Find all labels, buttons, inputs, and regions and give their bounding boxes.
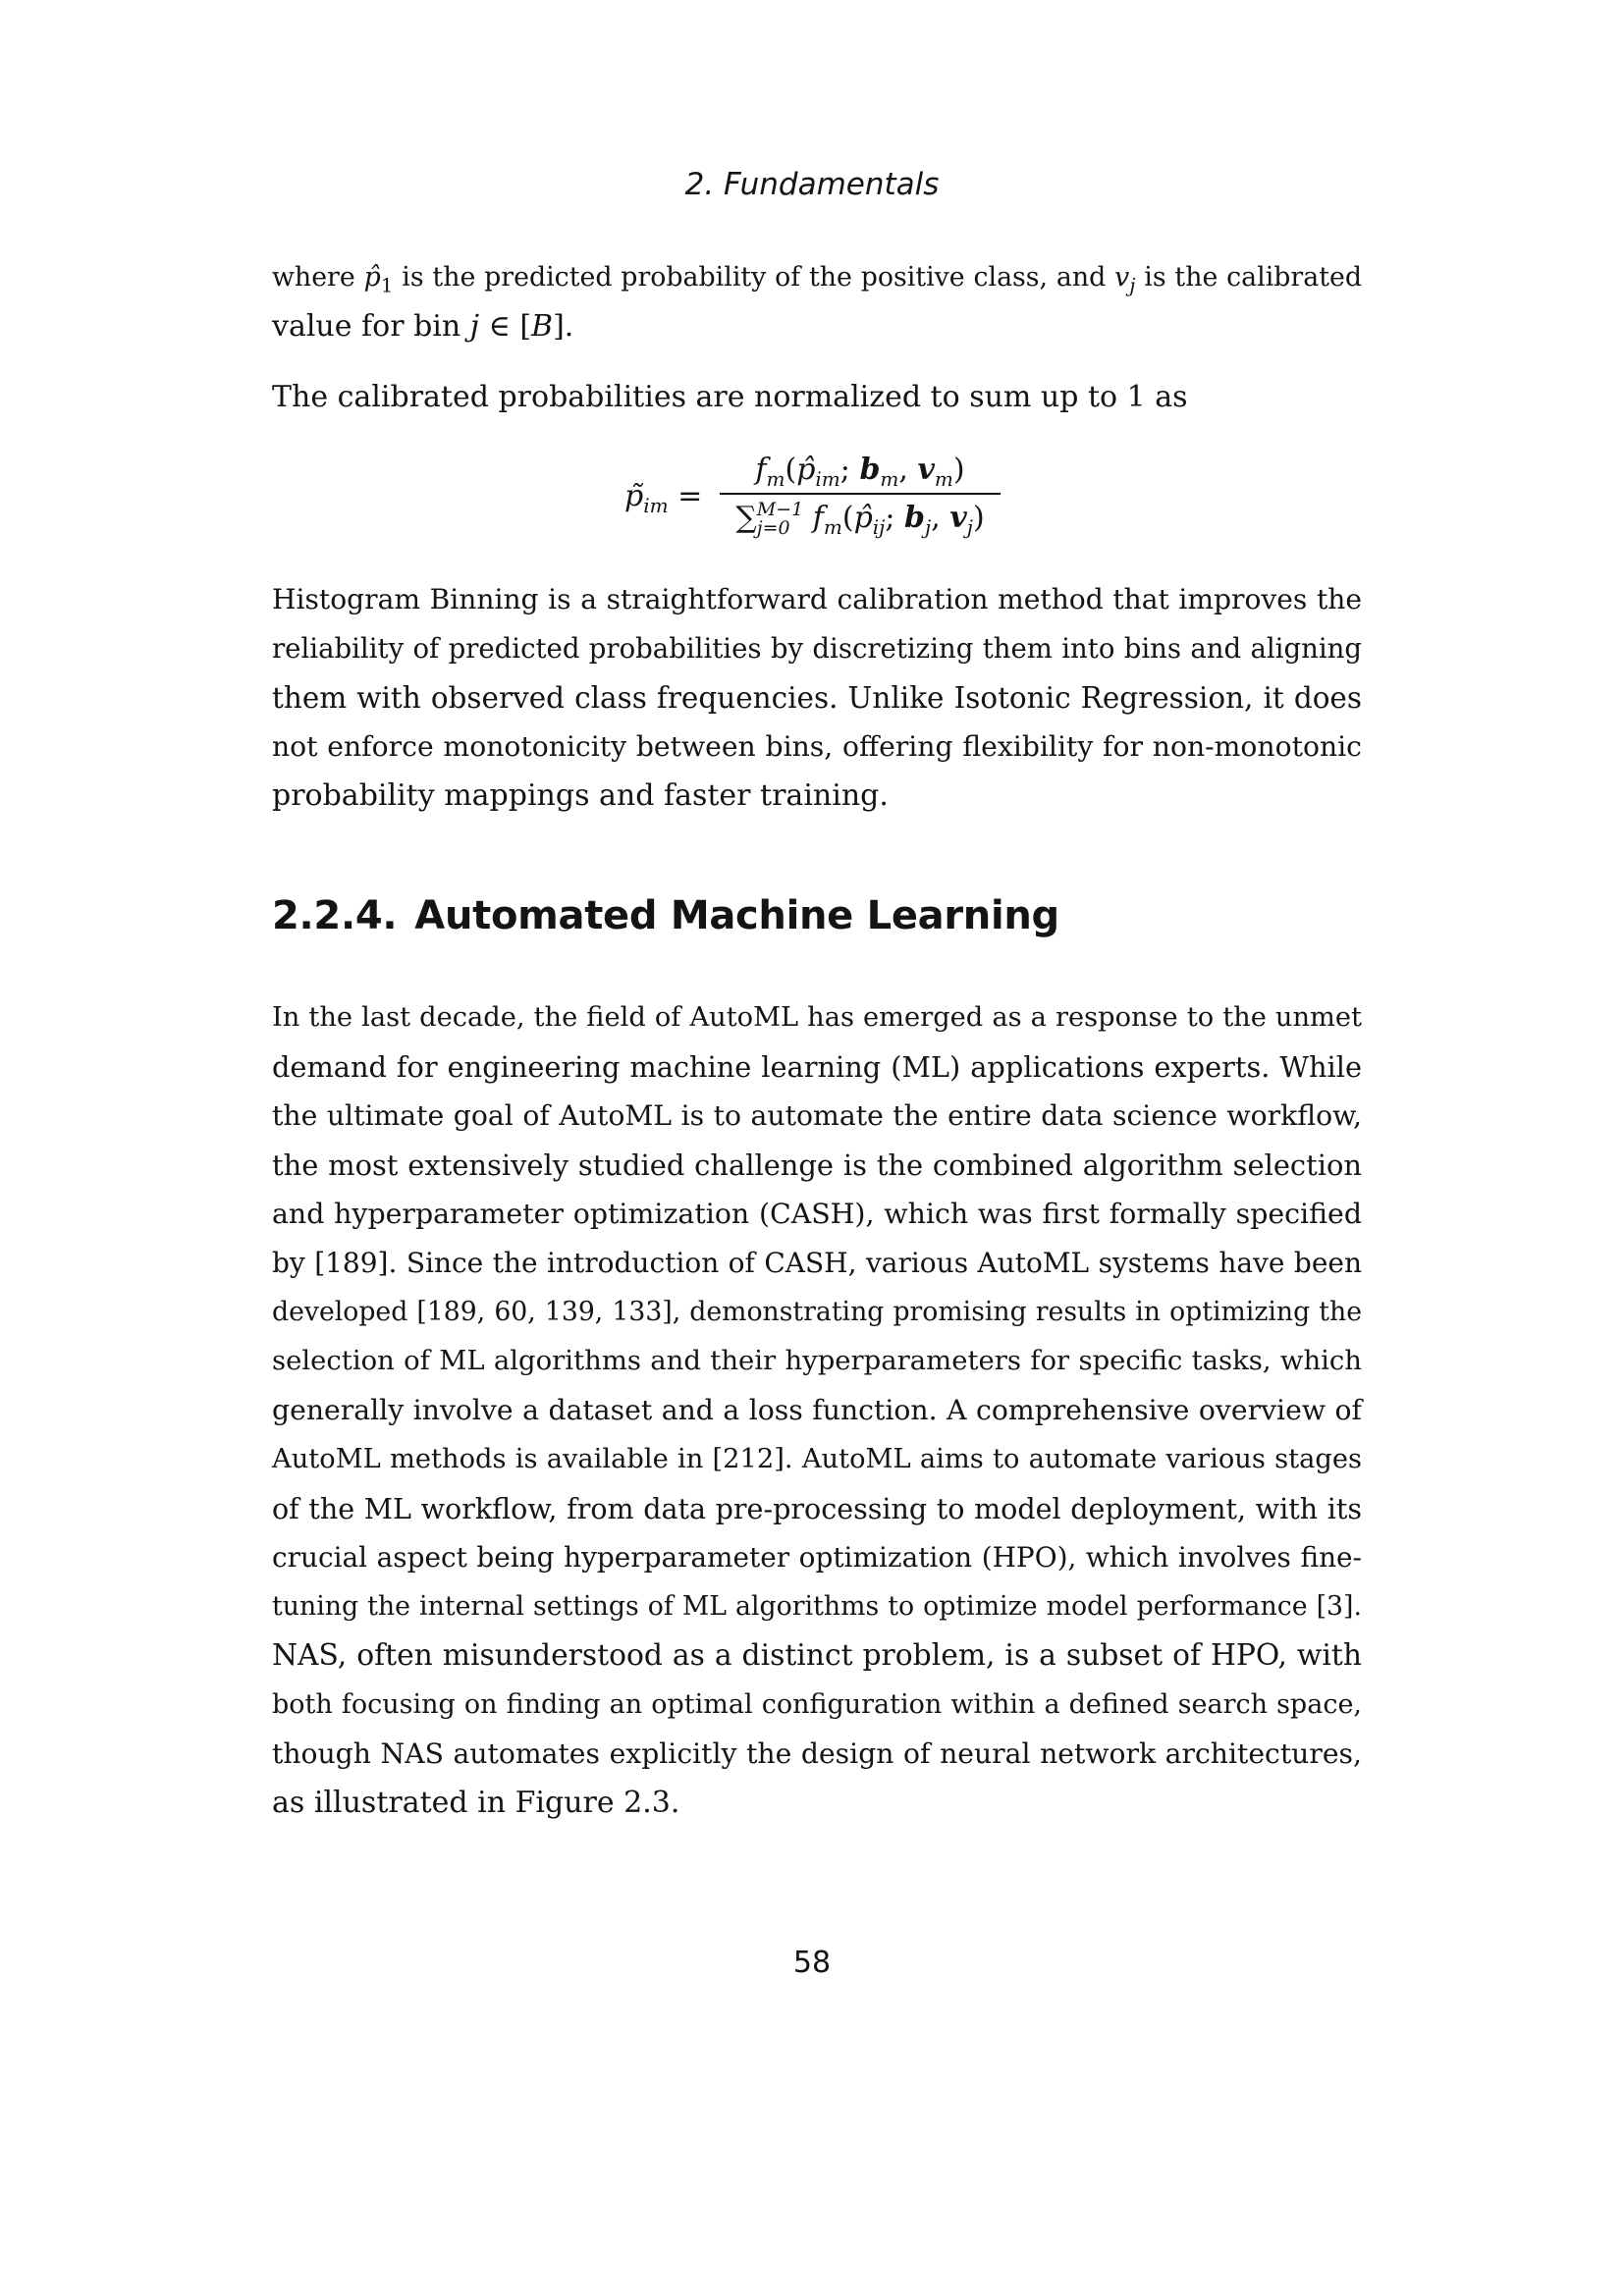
paragraph-automl: In the last decade, the field of AutoML has emerged as a response to the unmet demand for engineering machine learning (ML) applications experts. While the ultimate goal of AutoML is to automate the entire data science workflow, the most extensively studied challenge is the combined algorithm selection and hyperparameter optimization (CASH), which was first formally specified by [189]. Since the introduction of CASH, various AutoML systems have been developed [189, 60, 139, 133], demonstrating promising results in optimizing the selection of ML algorithms and their hyperparameters for specific tasks, which generally involve a dataset and a loss function. A comprehensive overview of AutoML methods is available in [212]. AutoML aims to automate various stages of the ML workflow, from data pre-processing to model deployment, with its crucial aspect being hyperparameter optimization (HPO), which involves fine- tuning the internal settings of ML algorithms to optimize model performance [3]. NAS, often misunderstood as a distinct problem, is a subset of HPO, with both focusing on finding an optimal configuration within a defined search space, though NAS automates explicitly the design of neural network architectures, as illustrated in Figure 2.3.	[272, 1002, 1362, 1820]
equation-lhs: $p̃_{im}$ =	[624, 479, 703, 517]
equation-fraction	[720, 450, 1001, 540]
paragraph-definition: where $p̂_1$ is the predicted probability of the positive class, and $v_j$ is the calibrated value for bin j ∈ [B].	[272, 262, 1362, 344]
equation-denominator: ∑ M−1 j=0 $f_m(p̂_{ij}$; $b_j$, $v_j$)	[735, 499, 985, 539]
fraction-bar	[720, 493, 1001, 495]
running-header: 2. Fundamentals	[684, 167, 940, 202]
equation-numerator: $f_m(p̂_{im}$; $b_m$, $v_m$)	[755, 453, 965, 491]
paragraph-normalization: The calibrated probabilities are normalized to sum up to 1 as	[272, 380, 1188, 414]
normalization-equation	[0, 450, 1624, 548]
paragraph-histogram-binning: Histogram Binning is a straightforward calibration method that improves the reliability of predicted probabilities by discretizing them into bins and aligning them with observed class frequencies. Unlike Isotonic Regression, it does not enforce monotonicity between bins, offering flexibility for non-monotonic probability mappings and faster training.	[272, 583, 1362, 813]
page-number: 58	[792, 1946, 832, 1980]
section-heading: 2.2.4. Automated Machine Learning	[272, 893, 1059, 938]
